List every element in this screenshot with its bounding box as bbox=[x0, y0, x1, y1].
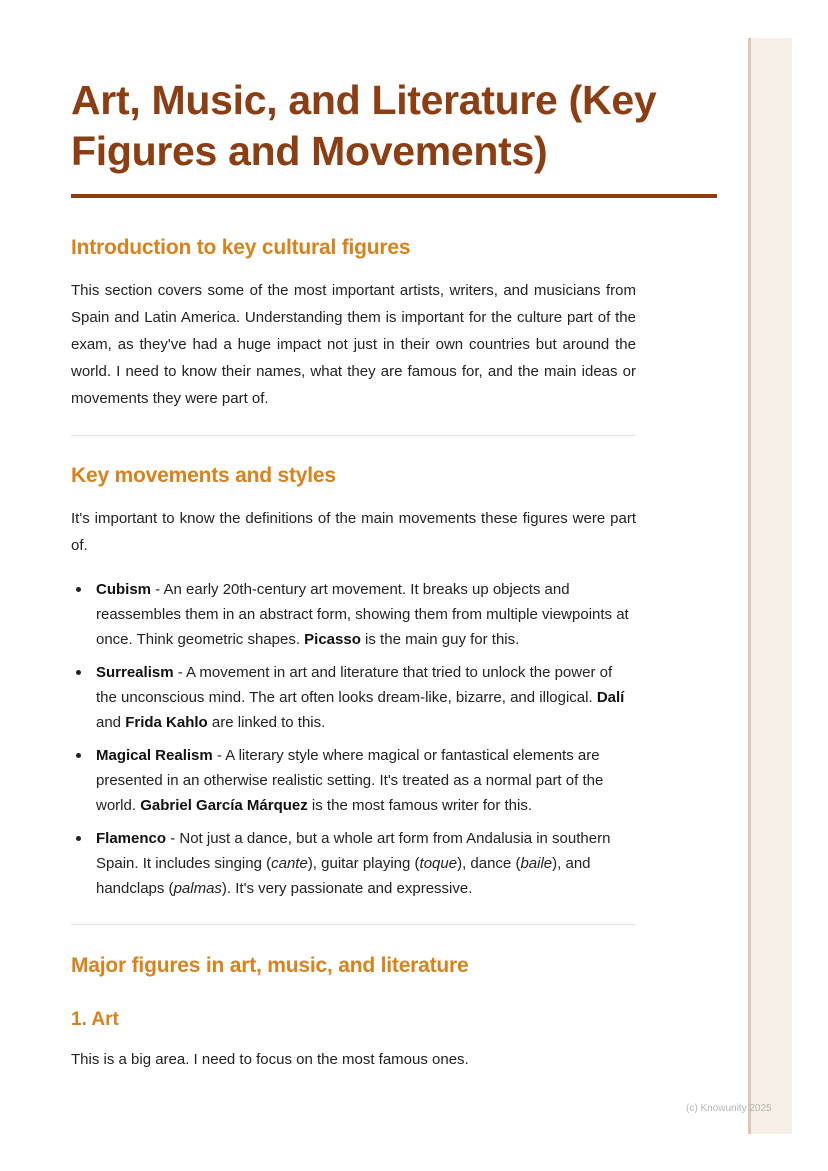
page-title: Art, Music, and Literature (Key Figures and Movements) bbox=[71, 77, 657, 174]
term-label: Cubism bbox=[96, 581, 152, 598]
item-text: is the main guy for this. bbox=[360, 631, 520, 648]
item-italic-text: baile bbox=[520, 855, 553, 872]
list-item bbox=[71, 577, 636, 652]
term-label: Surrealism bbox=[96, 664, 174, 681]
item-text: ), and handclaps ( bbox=[96, 855, 591, 897]
item-text: are linked to this. bbox=[207, 714, 326, 731]
subsection-heading-art: 1. Art bbox=[71, 1009, 119, 1030]
item-bold-text: Frida Kahlo bbox=[125, 714, 208, 731]
section-heading-intro: Introduction to key cultural figures bbox=[71, 236, 411, 259]
list-item bbox=[71, 826, 636, 901]
item-text: - An early 20th-century art movement. It breaks up objects and reassembles them in an abstract form, showing them from multiple viewpoints at once. Think geometric shapes. bbox=[96, 581, 629, 648]
item-italic-text: cante bbox=[271, 855, 308, 872]
title-divider bbox=[71, 194, 717, 198]
document-content bbox=[71, 75, 657, 1073]
section-heading-figures: Major figures in art, music, and literature bbox=[71, 954, 469, 977]
item-text: and bbox=[96, 714, 126, 731]
item-bold-text: Gabriel García Márquez bbox=[140, 797, 308, 814]
item-italic-text: toque bbox=[419, 855, 458, 872]
copyright-footer: (c) Knowunity 2025 bbox=[686, 1103, 772, 1114]
item-text: - A movement in art and literature that tried to unlock the power of the unconscious mind. The art often looks dream-like, bizarre, and illogical. bbox=[96, 664, 613, 706]
item-text: - A literary style where magical or fantastical elements are presented in an otherwise realistic setting. It's treated as a normal part of the world. bbox=[96, 747, 604, 814]
section-divider bbox=[71, 435, 636, 436]
section-divider bbox=[71, 924, 636, 925]
movements-paragraph: It's important to know the definitions of the main movements these figures were part of. bbox=[71, 510, 636, 554]
item-text: ). It's very passionate and expressive. bbox=[221, 880, 473, 897]
intro-paragraph: This section covers some of the most important artists, writers, and musicians from Spain and Latin America. Understanding them is important for the culture part of the exam, as they've had a huge impact not just in their own countries but around the world. I need to know their names, what they are famous for, and the main ideas or movements they were part of. bbox=[71, 282, 636, 407]
bullet-icon bbox=[76, 587, 81, 592]
bullet-icon bbox=[76, 670, 81, 675]
term-label: Flamenco bbox=[96, 830, 167, 847]
item-bold-text: Picasso bbox=[304, 631, 361, 648]
item-text: - Not just a dance, but a whole art form from Andalusia in southern Spain. It includes singing ( bbox=[96, 830, 611, 872]
art-paragraph: This is a big area. I need to focus on the most famous ones. bbox=[71, 1051, 469, 1068]
movements-list bbox=[71, 577, 636, 901]
item-text: is the most famous writer for this. bbox=[307, 797, 532, 814]
item-italic-text: palmas bbox=[173, 880, 222, 897]
item-bold-text: Dalí bbox=[596, 689, 625, 706]
item-text: ), dance ( bbox=[457, 855, 521, 872]
list-item bbox=[71, 743, 636, 818]
list-item bbox=[71, 660, 636, 735]
item-text: ), guitar playing ( bbox=[307, 855, 420, 872]
bullet-icon bbox=[76, 836, 81, 841]
term-label: Magical Realism bbox=[96, 747, 213, 764]
sidebar-rule bbox=[748, 38, 751, 1134]
section-heading-movements: Key movements and styles bbox=[71, 464, 336, 487]
sidebar-band bbox=[748, 38, 792, 1134]
bullet-icon bbox=[76, 753, 81, 758]
